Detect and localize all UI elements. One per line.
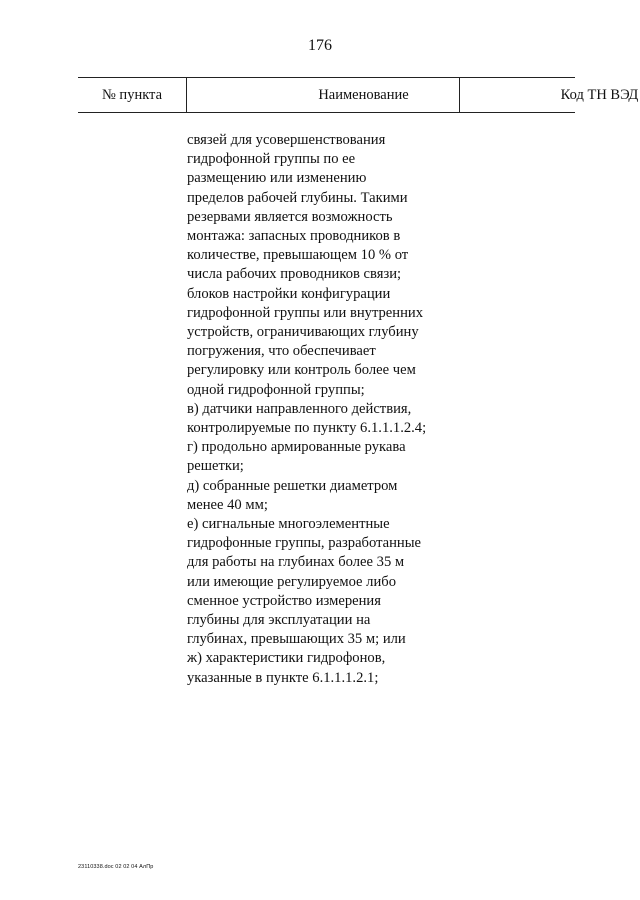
text-line: погружения, что обеспечивает — [187, 343, 376, 360]
column-divider — [459, 78, 460, 112]
text-line: пределов рабочей глубины. Такими — [187, 189, 408, 206]
document-footer-code: 23110338.doc 02 02 04 АлПр — [78, 864, 154, 870]
text-line: в) датчики направленного действия, — [187, 400, 412, 417]
column-header-number: № пункта — [101, 87, 163, 103]
text-line: г) продольно армированные рукава — [187, 439, 406, 456]
text-line: гидрофонные группы, разработанные — [187, 535, 422, 552]
text-line: указанные в пункте 6.1.1.1.2.1; — [187, 669, 379, 686]
text-line: д) собранные решетки диаметром — [187, 477, 398, 494]
text-line: регулировку или контроль более чем — [187, 362, 416, 379]
text-line: сменное устройство измерения — [187, 592, 381, 609]
text-line: одной гидрофонной группы; — [187, 381, 365, 398]
text-line: глубинах, превышающих 35 м; или — [187, 631, 406, 648]
column-header-name: Наименование — [318, 87, 409, 103]
text-line: контролируемые по пункту 6.1.1.1.2.4; — [187, 420, 427, 437]
text-line: устройств, ограничивающих глубину — [187, 324, 419, 341]
column-header-code: Код ТН ВЭД — [560, 87, 639, 103]
text-line: количестве, превышающем 10 % от — [187, 247, 409, 264]
text-line: связей для усовершенствования — [187, 132, 386, 148]
table-header — [78, 77, 639, 113]
text-line: гидрофонной группы или внутренних — [187, 304, 424, 321]
description-text — [187, 131, 477, 688]
text-line: е) сигнальные многоэлементные — [187, 516, 390, 533]
text-line: решетки; — [187, 458, 244, 475]
text-line: ж) характеристики гидрофонов, — [187, 650, 386, 667]
text-line: числа рабочих проводников связи; — [187, 266, 402, 283]
page-number: 176 — [308, 37, 332, 54]
text-line: размещению или изменению — [187, 170, 367, 187]
text-line: менее 40 мм; — [187, 496, 268, 513]
text-line: монтажа: запасных проводников в — [187, 228, 401, 245]
text-line: резервами является возможность — [187, 208, 393, 225]
text-line: глубины для эксплуатации на — [187, 612, 371, 629]
text-line: гидрофонной группы по ее — [187, 151, 356, 168]
text-line: блоков настройки конфигурации — [187, 285, 391, 302]
text-line: или имеющие регулируемое либо — [187, 573, 396, 590]
text-line: для работы на глубинах более 35 м — [187, 554, 405, 571]
